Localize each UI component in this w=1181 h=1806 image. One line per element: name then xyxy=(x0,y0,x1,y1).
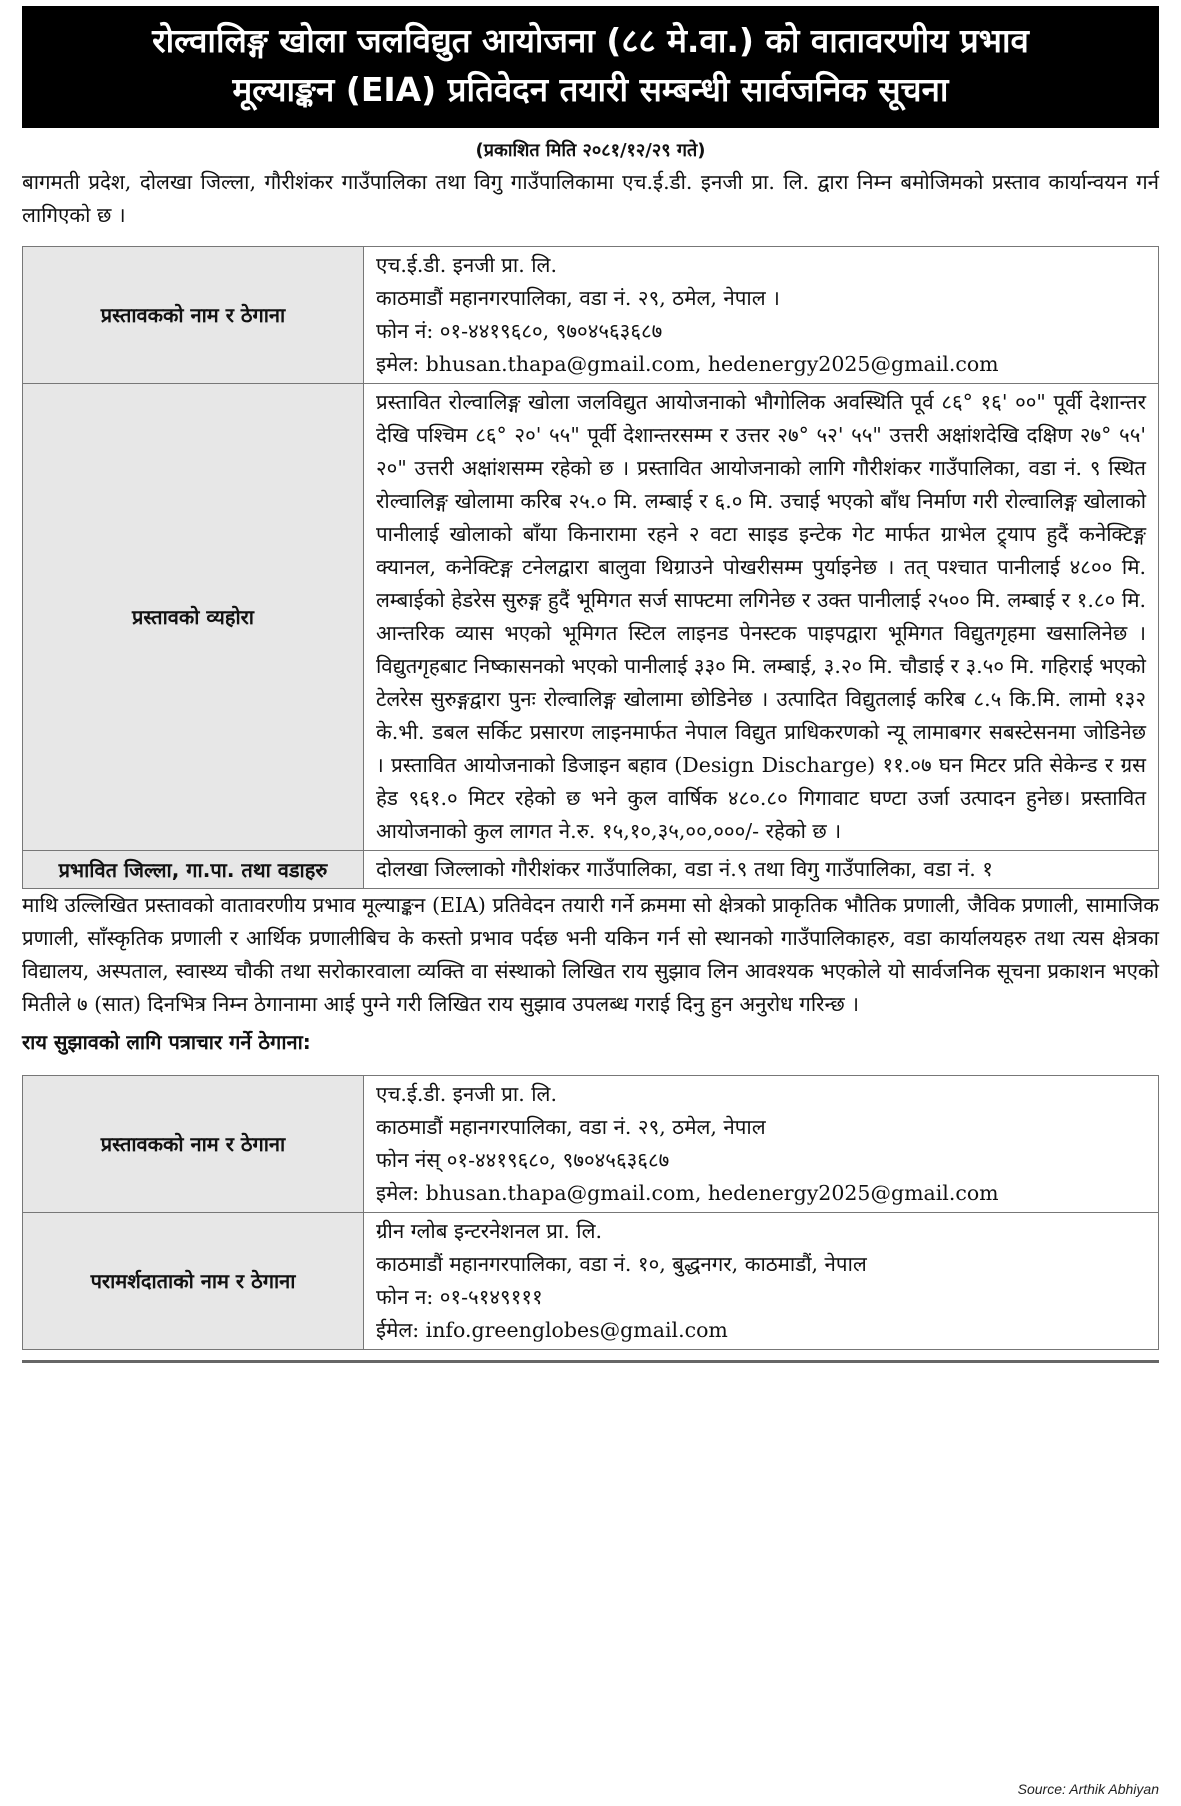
affected-area-text: दोलखा जिल्लाको गौरीशंकर गाउँपालिका, वडा नं.९ तथा विगु गाउँपालिका, वडा नं. १ xyxy=(364,851,1159,889)
consultant-details xyxy=(364,1213,1159,1350)
proposal-description-label: प्रस्तावको व्यहोरा xyxy=(23,384,364,851)
table-row xyxy=(23,851,1159,889)
consultant-company: ग्रीन ग्लोब इन्टरनेशनल प्रा. लि. xyxy=(376,1219,603,1243)
proponent-email: इमेल: bhusan.thapa@gmail.com, hedenergy2025@gmail.com xyxy=(376,352,999,376)
notice-header xyxy=(22,6,1159,128)
notice-title-line-1: रोल्वालिङ्ग खोला जलविद्युत आयोजना (८८ मे.वा.) को वातावरणीय प्रभाव xyxy=(152,21,1029,60)
contact-proponent-address: काठमाडौं महानगरपालिका, वडा नं. २९, ठमेल, नेपाल xyxy=(376,1115,766,1139)
correspondence-heading: राय सुझावको लागि पत्राचार गर्ने ठेगाना: xyxy=(22,1030,311,1054)
proponent-address: काठमाडौं महानगरपालिका, वडा नं. २९, ठमेल, नेपाल । xyxy=(376,286,780,310)
proposal-table xyxy=(22,246,1159,889)
consultant-email: ईमेल: info.greenglobes@gmail.com xyxy=(376,1318,728,1342)
request-paragraph: माथि उल्लिखित प्रस्तावको वातावरणीय प्रभाव मूल्याङ्कन (EIA) प्रतिवेदन तयारी गर्ने क्रममा सो क्षेत्रको प्राकृतिक भौतिक प्रणाली, जैविक प्रणाली, सामाजिक प्रणाली, साँस्कृतिक प्रणाली र आर्थिक प्रणालीबिच के कस्तो प्रभाव पर्दछ भनी यकिन गर्न सो स्थानको गाउँपालिकाहरु, वडा कार्यालयहरु तथा त्यस क्षेत्रका विद्यालय, अस्पताल, स्वास्थ्य चौकी तथा सरोकारवाला व्यक्ति वा संस्थाको लिखित राय सुझाव लिन आवश्यक भएकोले यो सार्वजनिक सूचना प्रकाशन भएको मितीले ७ (सात) दिनभित्र निम्न ठेगानामा आई पुग्ने गरी लिखित राय सुझाव उपलब्ध गराई दिनु हुन अनुरोध गरिन्छ । xyxy=(22,893,1159,1016)
contact-proponent-email: इमेल: bhusan.thapa@gmail.com, hedenergy2025@gmail.com xyxy=(376,1181,999,1205)
consultant-address: काठमाडौं महानगरपालिका, वडा नं. १०, बुद्धनगर, काठमाडौं, नेपाल xyxy=(376,1252,867,1276)
bottom-divider xyxy=(22,1360,1159,1363)
consultant-phone: फोन न: ०१-५१४९१११ xyxy=(376,1285,543,1309)
contact-proponent-phone: फोन नंस् ०१-४४१९६८०, ९७०४५६३६८७ xyxy=(376,1148,670,1172)
contact-proponent-label: प्रस्तावकको नाम र ठेगाना xyxy=(23,1076,364,1213)
proposal-description-text: प्रस्तावित रोल्वालिङ्ग खोला जलविद्युत आयोजनाको भौगोलिक अवस्थिति पूर्व ८६° १६' ००" पूर्वी देशान्तर देखि पश्चिम ८६° २०' ५५" पूर्वी देशान्तरसम्म र उत्तर २७° ५२' ५५" उत्तरी अक्षांशदेखि दक्षिण २७° ५५' २०" उत्तरी अक्षांशसम्म रहेको छ । प्रस्तावित आयोजनाको लागि गौरीशंकर गाउँपालिका, वडा नं. ९ स्थित रोल्वालिङ्ग खोलामा करिब २५.० मि. लम्बाई र ६.० मि. उचाई भएको बाँध निर्माण गरी रोल्वालिङ्ग खोलाको पानीलाई खोलाको बाँया किनारामा रहने २ वटा साइड इन्टेक गेट मार्फत ग्राभेल ट्र्याप हुदैं कनेक्टिङ्ग क्यानल, कनेक्टिङ्ग टनेलद्वारा बालुवा थिग्राउने पोखरीसम्म पुर्याइनेछ । तत् पश्चात पानीलाई ४८०० मि. लम्बाईको हेडरेस सुरुङ्ग हुदैं भूमिगत सर्ज साफ्टमा लगिनेछ र उक्त पानीलाई २५०० मि. लम्बाई र १.८० मि. आन्तरिक व्यास भएको भूमिगत स्टिल लाइनड पेनस्टक पाइपद्वारा भूमिगत विद्युतगृहमा खसालिनेछ । विद्युतगृहबाट निष्कासनको भएको पानीलाई ३३० मि. लम्बाई, ३.२० मि. चौडाई र ३.५० मि. गहिराई भएको टेलरेस सुरुङ्गद्वारा पुनः रोल्वालिङ्ग खोलामा छोडिनेछ । उत्पादित विद्युतलाई करिब ८.५ कि.मि. लामो १३२ के.भी. डबल सर्किट प्रसारण लाइनमार्फत नेपाल विद्युत प्राधिकरणको न्यू लामाबगर सबस्टेसनमा जोडिनेछ । प्रस्तावित आयोजनाको डिजाइन बहाव (Design Discharge) ११.०७ घन मिटर प्रति सेकेन्ड र ग्रस हेड ९६१.० मिटर रहेको छ भने कुल वार्षिक ४८०.८० गिगावाट घण्टा उर्जा उत्पादन हुनेछ। प्रस्तावित आयोजनाको कुल लागत ने.रु. १५,१०,३५,००,०००/- रहेको छ । xyxy=(364,384,1159,851)
source-credit: Source: Arthik Abhiyan xyxy=(1017,1781,1159,1797)
table-row xyxy=(23,1213,1159,1350)
consultant-label: परामर्शदाताको नाम र ठेगाना xyxy=(23,1213,364,1350)
affected-area-label: प्रभावित जिल्ला, गा.पा. तथा वडाहरु xyxy=(23,851,364,889)
table-row xyxy=(23,384,1159,851)
notice-title-line-2: मूल्याङ्कन (EIA) प्रतिवेदन तयारी सम्बन्धी सार्वजनिक सूचना xyxy=(232,70,949,109)
published-date: (प्रकाशित मिति २०८१/१२/२९ गते) xyxy=(475,140,706,161)
proponent-phone: फोन नं: ०१-४४१९६८०, ९७०४५६३६८७ xyxy=(376,319,663,343)
proponent-company: एच.ई.डी. इनजी प्रा. लि. xyxy=(376,253,557,277)
intro-paragraph: बागमती प्रदेश, दोलखा जिल्ला, गौरीशंकर गाउँपालिका तथा विगु गाउँपालिकामा एच.ई.डी. इनजी प्रा. लि. द्वारा निम्न बमोजिमको प्रस्ताव कार्यान्वयन गर्न लागिएको छ । xyxy=(22,170,1159,227)
proponent-details xyxy=(364,247,1159,384)
proponent-label: प्रस्तावकको नाम र ठेगाना xyxy=(23,247,364,384)
contact-table xyxy=(22,1075,1159,1350)
public-notice xyxy=(22,6,1159,1778)
contact-proponent-details xyxy=(364,1076,1159,1213)
contact-proponent-company: एच.ई.डी. इनजी प्रा. लि. xyxy=(376,1082,557,1106)
table-row xyxy=(23,1076,1159,1213)
table-row xyxy=(23,247,1159,384)
